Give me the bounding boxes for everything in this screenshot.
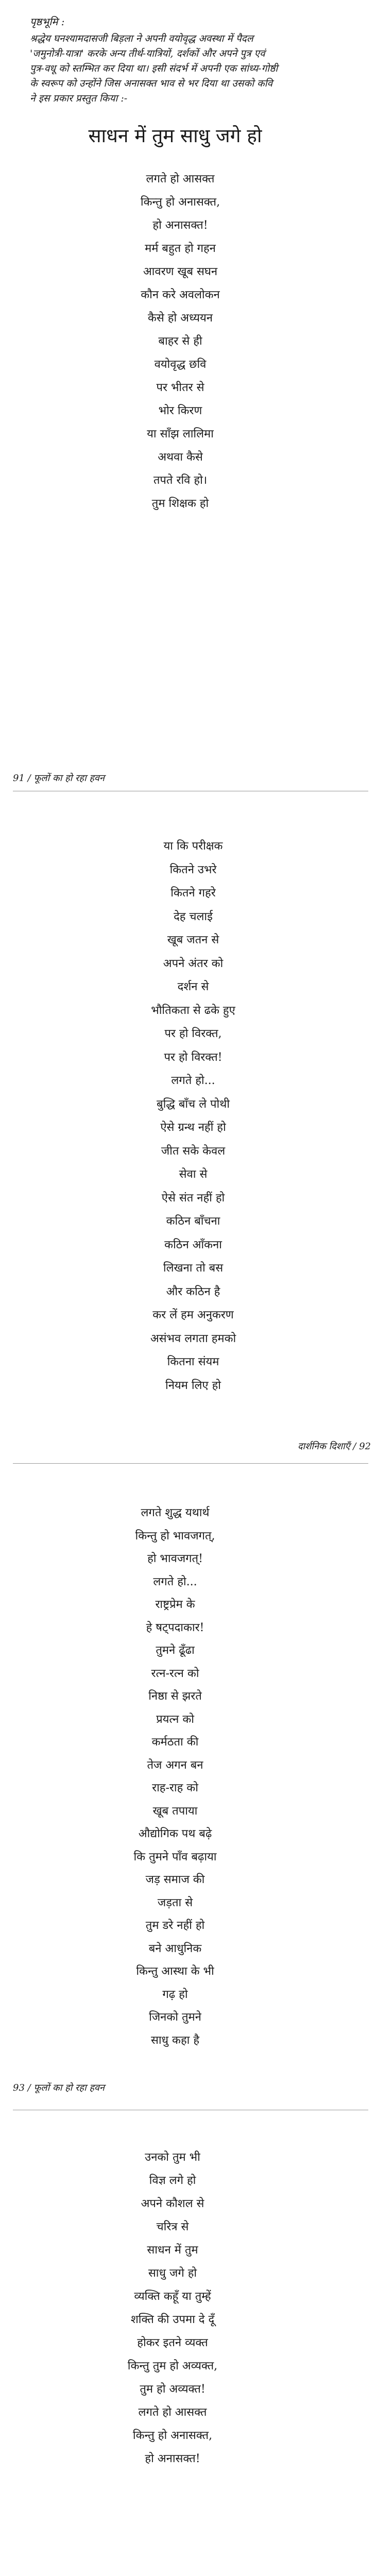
poem-line: जड़ समाज की	[145, 1873, 205, 1886]
background-text	[30, 31, 370, 106]
poem-line: तुम हो अव्यक्त!	[140, 2383, 206, 2396]
poem-line: कि तुमने पाँव बढ़ाया	[133, 1850, 217, 1863]
poem-line: तेज अगन बन	[147, 1758, 203, 1772]
poem-line: किन्तु हो भावजगत्,	[135, 1529, 215, 1543]
poem-line: गढ़ हो	[162, 1988, 188, 2001]
poem-line: बुद्धि बाँच ले पोथी	[157, 1097, 230, 1111]
poem-line: कर्मठता की	[151, 1736, 199, 1749]
poem-title: साधन में तुम साधु जगे हो	[88, 125, 262, 147]
poem-stanza	[98, 1502, 252, 2052]
poem-line: हे षट्पदाकार!	[146, 1621, 204, 1634]
poem-line: पर भीतर से	[156, 381, 204, 394]
page-93	[0, 1468, 376, 2115]
background-line: श्रद्धेय घनश्यामदासजी बिड़ला ने अपनी वयोवृद्ध अवस्था में पैदल	[30, 33, 253, 44]
poem-line: किन्तु हो अनासक्त,	[132, 2429, 213, 2442]
poem-line: किन्तु तुम हो अव्यक्त,	[127, 2360, 218, 2372]
poem-line: शक्ति की उपमा दे दूँ	[130, 2313, 215, 2326]
page-folio: दार्शनिक दिशाएँ / 92	[297, 1441, 371, 1452]
poem-line: लगते शुद्ध यथार्थ	[141, 1506, 210, 1519]
poem-line: विज्ञ लगे हो	[149, 2174, 196, 2187]
page-94	[0, 2115, 376, 2576]
poem-line: पर हो विरक्त,	[164, 1027, 222, 1040]
poem-line: कौन करे अवलोकन	[141, 289, 220, 301]
poem-line: लगते हो...	[153, 1575, 197, 1588]
poem-line: साधु जगे हो	[148, 2267, 197, 2280]
page-folio: 91 / फूलों का हो रहा हवन	[13, 773, 105, 784]
poem-line: बाहर से ही	[158, 335, 202, 348]
poem-line: अपने अंतर को	[163, 957, 224, 970]
poem-line: जिनको तुमने	[149, 2011, 201, 2024]
poem-line: प्रयत्न को	[156, 1713, 194, 1726]
poem-line: अथवा कैसे	[158, 451, 203, 464]
poem-line: दर्शन से	[177, 980, 209, 993]
poem-line: और कठिन है	[166, 1285, 220, 1298]
poem-line: तुम डरे नहीं हो	[145, 1919, 205, 1932]
poem-line: असंभव लगता हमको	[150, 1332, 236, 1345]
poem-line: कितने उभरे	[169, 863, 217, 876]
poem-line: कर लें हम अनुकरण	[152, 1309, 234, 1321]
poem-line: किन्तु आस्था के भी	[136, 1965, 214, 1978]
poem-line: अपने कौशल से	[141, 2197, 204, 2210]
poem-line: नियम लिए हो	[165, 1379, 221, 1392]
poem-line: लगते हो आसक्त	[138, 2406, 207, 2419]
background-heading: पृष्ठभूमि :	[30, 15, 65, 28]
poem-line: तुमने ढूँढा	[156, 1644, 195, 1657]
poem-line: कितना संयम	[167, 1355, 219, 1368]
poem-line: औद्योगिक पथ बढ़े	[138, 1827, 212, 1840]
background-line: 'जमुनोत्री-यात्रा' करके अन्य तीर्थ-यात्रियों, दर्शकों और अपने पुत्र एवं	[30, 48, 265, 59]
poem-line: सेवा से	[179, 1168, 208, 1181]
poem-line: लगते हो...	[171, 1074, 215, 1087]
poem-line: रत्न-रत्न को	[151, 1667, 199, 1680]
poem-line: राष्ट्रप्रेम के	[155, 1598, 195, 1611]
background-line: पुत्र-वधू को स्तम्भित कर दिया था। इसी संदर्भ में अपनी एक सांध्य-गोष्ठी	[30, 63, 278, 74]
poem-line: तुम शिक्षक हो	[151, 497, 209, 510]
poem-line: तपते रवि हो।	[153, 474, 208, 487]
poem-line: राह-राह को	[152, 1782, 198, 1794]
poem-line: भौतिकता से ढके हुए	[151, 1004, 235, 1017]
poem-line: जड़ता से	[157, 1896, 193, 1909]
poem-line: मर्म बहुत हो गहन	[145, 242, 216, 255]
poem-line: देह चलाई	[174, 910, 213, 923]
poem-line: जीत सके केवल	[161, 1144, 226, 1158]
poem-stanza	[118, 835, 268, 1397]
poem-line: किन्तु हो अनासक्त,	[140, 196, 220, 209]
page-folio: 93 / फूलों का हो रहा हवन	[13, 2082, 105, 2093]
poem-line: चरित्र से	[156, 2221, 189, 2233]
poem-line: कठिन आँकना	[164, 1238, 222, 1251]
poem-line: या साँझ लालिमा	[147, 428, 214, 440]
page-92	[0, 793, 376, 1468]
page-divider	[13, 1463, 368, 1464]
poem-line: पर हो विरक्त!	[164, 1050, 223, 1064]
poem-line: उनको तुम भी	[145, 2151, 200, 2164]
poem-line: भोर किरण	[158, 404, 202, 417]
poem-stanza	[108, 167, 252, 515]
poem-line: या कि परीक्षक	[163, 840, 223, 853]
poem-line: वयोवृद्ध छवि	[154, 358, 207, 371]
poem-line: कठिन बाँचना	[166, 1215, 220, 1228]
poem-line: व्यक्ति कहूँ या तुम्हें	[134, 2290, 211, 2303]
background-line: के स्वरूप को उन्होंने जिस अनासक्त भाव से भर दिया था उसको कवि	[30, 78, 273, 89]
poem-line: हो अनासक्त!	[152, 219, 208, 232]
poem-line: लिखना तो बस	[163, 1262, 224, 1275]
page-91	[0, 0, 376, 793]
poem-line: होकर इतने व्यक्त	[137, 2336, 208, 2349]
poem-line: साधन में तुम	[147, 2244, 198, 2257]
poem-line: कैसे हो अध्ययन	[148, 312, 213, 325]
poem-line: आवरण खूब सघन	[143, 265, 218, 278]
poem-line: हो भावजगत्!	[147, 1552, 203, 1565]
poem-line: लगते हो आसक्त	[146, 173, 215, 185]
poem-line: खूब तपाया	[152, 1804, 198, 1818]
poem-line: बने आधुनिक	[148, 1942, 202, 1955]
poem-line: खूब जतन से	[167, 934, 219, 946]
background-note	[30, 14, 370, 106]
poem-line: हो अनासक्त!	[145, 2452, 200, 2465]
poem-line: साधु कहा है	[150, 2033, 200, 2047]
poem-line: ऐसे ग्रन्थ नहीं हो	[160, 1121, 226, 1134]
background-line: ने इस प्रकार प्रस्तुत किया :-	[30, 93, 128, 104]
poem-line: कितने गहरे	[170, 887, 216, 900]
poem-line: निष्ठा से झरते	[148, 1690, 202, 1703]
poem-stanza	[88, 2146, 258, 2470]
poem-line: ऐसे संत नहीं हो	[161, 1191, 225, 1205]
